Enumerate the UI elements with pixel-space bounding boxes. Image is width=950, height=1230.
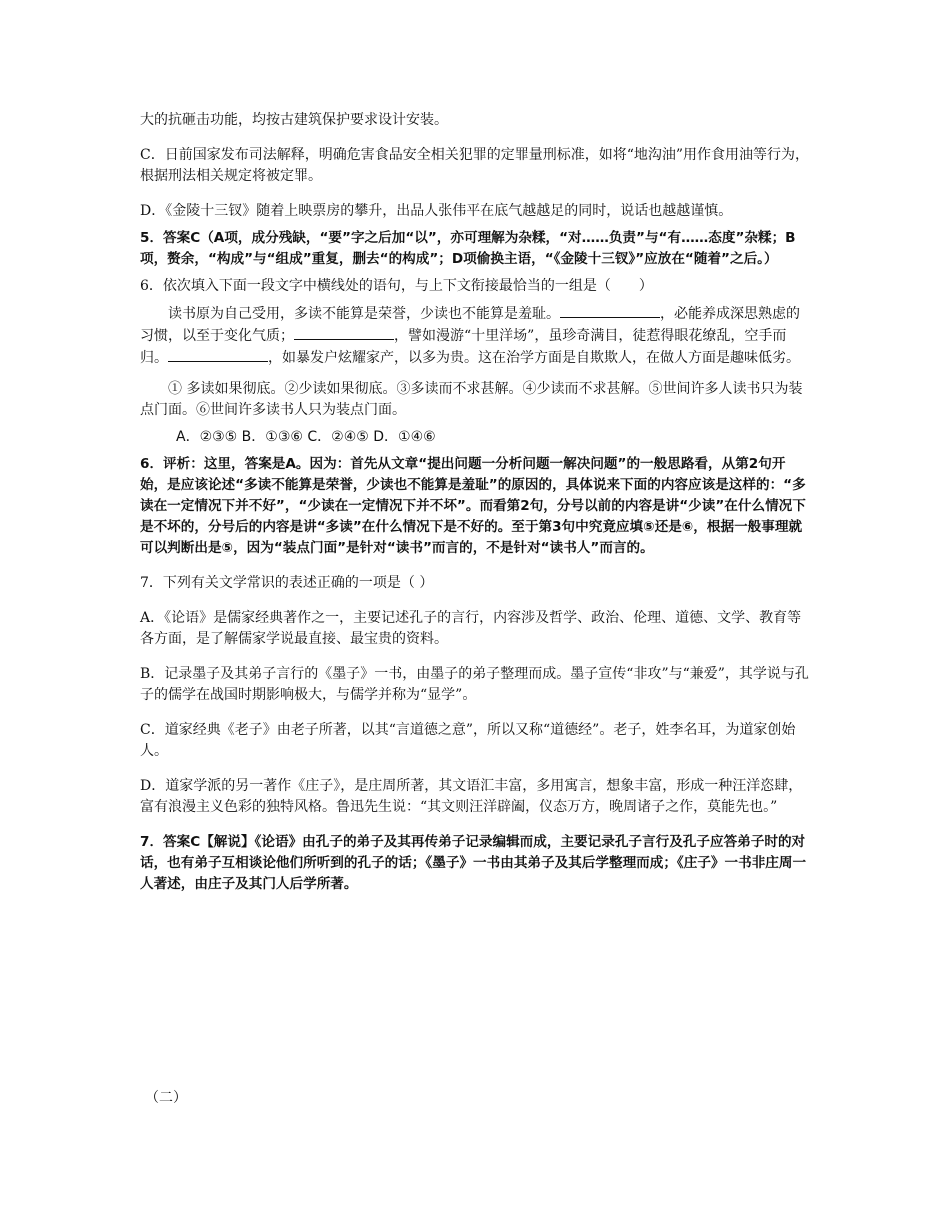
document-body	[140, 110, 812, 895]
fill-blank-2	[294, 325, 394, 340]
q4-option-d: D．《金陵十三钗》随着上映票房的攀升，出品人张伟平在底气越越足的同时，说话也越越谨慎。	[140, 203, 733, 219]
q4-option-b-tail: 大的抗砸击功能，均按古建筑保护要求设计安装。	[140, 112, 448, 128]
fill-blank-1	[560, 303, 660, 318]
section-label: （二）	[145, 1090, 187, 1106]
passage-part-1: 读书原为自己受用，多读不能算是荣誉，少读也不能算是羞耻。	[168, 306, 560, 322]
question-6-options: A．②③⑤ B．①③⑥ C．②④⑤ D．①④⑥	[176, 429, 436, 445]
answer-7: 7．答案C【解说】《论语》由孔子的弟子及其再传弟子记录编辑而成，主要记录孔子言行及孔子应答弟子时的对话，也有弟子互相谈论他们所听到的孔子的话；《墨子》一书由其弟子及其后学整理而成；《庄子》一书非庄周一人著述，由庄子及其门人后学所著。	[140, 834, 807, 892]
passage-part-4: ，如暴发户炫耀家产，以多为贵。这在治学方面是自欺欺人，在做人方面是趣味低劣。	[268, 350, 800, 366]
question-7-option-a: A．《论语》是儒家经典著作之一，主要记述孔子的言行，内容涉及哲学、政治、伦理、道德、文学、教育等各方面，是了解儒家学说最直接、最宝贵的资料。	[140, 610, 802, 647]
question-6-stem: 6．依次填入下面一段文字中横线处的语句，与上下文衔接最恰当的一组是（ ）	[140, 278, 653, 294]
q4-option-c: C．日前国家发布司法解释，明确危害食品安全相关犯罪的定罪量刑标准，如将“地沟油”用作食用油等行为，根据刑法相关规定将被定罪。	[140, 147, 810, 184]
question-7-option-b: B．记录墨子及其弟子言行的《墨子》一书，由墨子的弟子整理而成。墨子宣传“非攻”与“兼爱”，其学说与孔子的儒学在战国时期影响极大，与儒学并称为“显学”。	[140, 666, 809, 703]
question-6-sentences: ① 多读如果彻底。②少读如果彻底。③多读而不求甚解。④少读而不求甚解。⑤世间许多人读书只为装点门面。⑥世间许多读书人只为装点门面。	[140, 381, 803, 418]
passage-part-3: ，譬如漫游“十里洋场”，虽珍奇满目，徒惹得眼花缭乱，空手而归。	[140, 328, 787, 366]
question-7-option-d: D．道家学派的另一著作《庄子》，是庄周所著，其文语汇丰富，多用寓言，想象丰富，形成一种汪洋恣肆，富有浪漫主义色彩的独特风格。鲁迅先生说：“其文则汪洋辟阖，仪态万方，晚周诸子之作，莫能先也。”	[140, 778, 803, 815]
fill-blank-3	[168, 347, 268, 362]
passage-part-2: ，必能养成深思熟虑的习惯，以至于变化气质；	[140, 306, 800, 344]
question-6-passage	[140, 303, 812, 369]
question-7-stem: 7．下列有关文学常识的表述正确的一项是（ ）	[140, 575, 434, 591]
question-7-option-c: C．道家经典《老子》由老子所著，以其“言道德之意”，所以又称“道德经”。老子，姓李名耳，为道家创始人。	[140, 722, 796, 759]
answer-5: 5．答案C（A项，成分残缺，“要”字之后加“以”，亦可理解为杂糅，“对……负责”与“有……态度”杂糅；B项，赘余，“构成”与“组成”重复，删去“的构成”；D项偷换主语，“《金陵十三钗》”应放在“随着”之后。）	[140, 230, 796, 267]
answer-6: 6．评析：这里，答案是A。因为：首先从文章“提出问题一分析问题一解决问题”的一般思路看，从第2句开始，是应该论述“多读不能算是荣誉，少读也不能算是羞耻”的原因的，具体说来下面的内容应该是这样的：“多读在一定情况下并不好”，“少读在一定情况下并不坏”。而看第2句，分号以前的内容是讲“少读”在什么情况下是不坏的，分号后的内容是讲“多读”在什么情况下是不好的。至于第3句中究竟应填⑤还是⑥，根据一般事理就可以判断出是⑤，因为“装点门面”是针对“读书”而言的，不是针对“读书人”而言的。	[140, 456, 806, 556]
